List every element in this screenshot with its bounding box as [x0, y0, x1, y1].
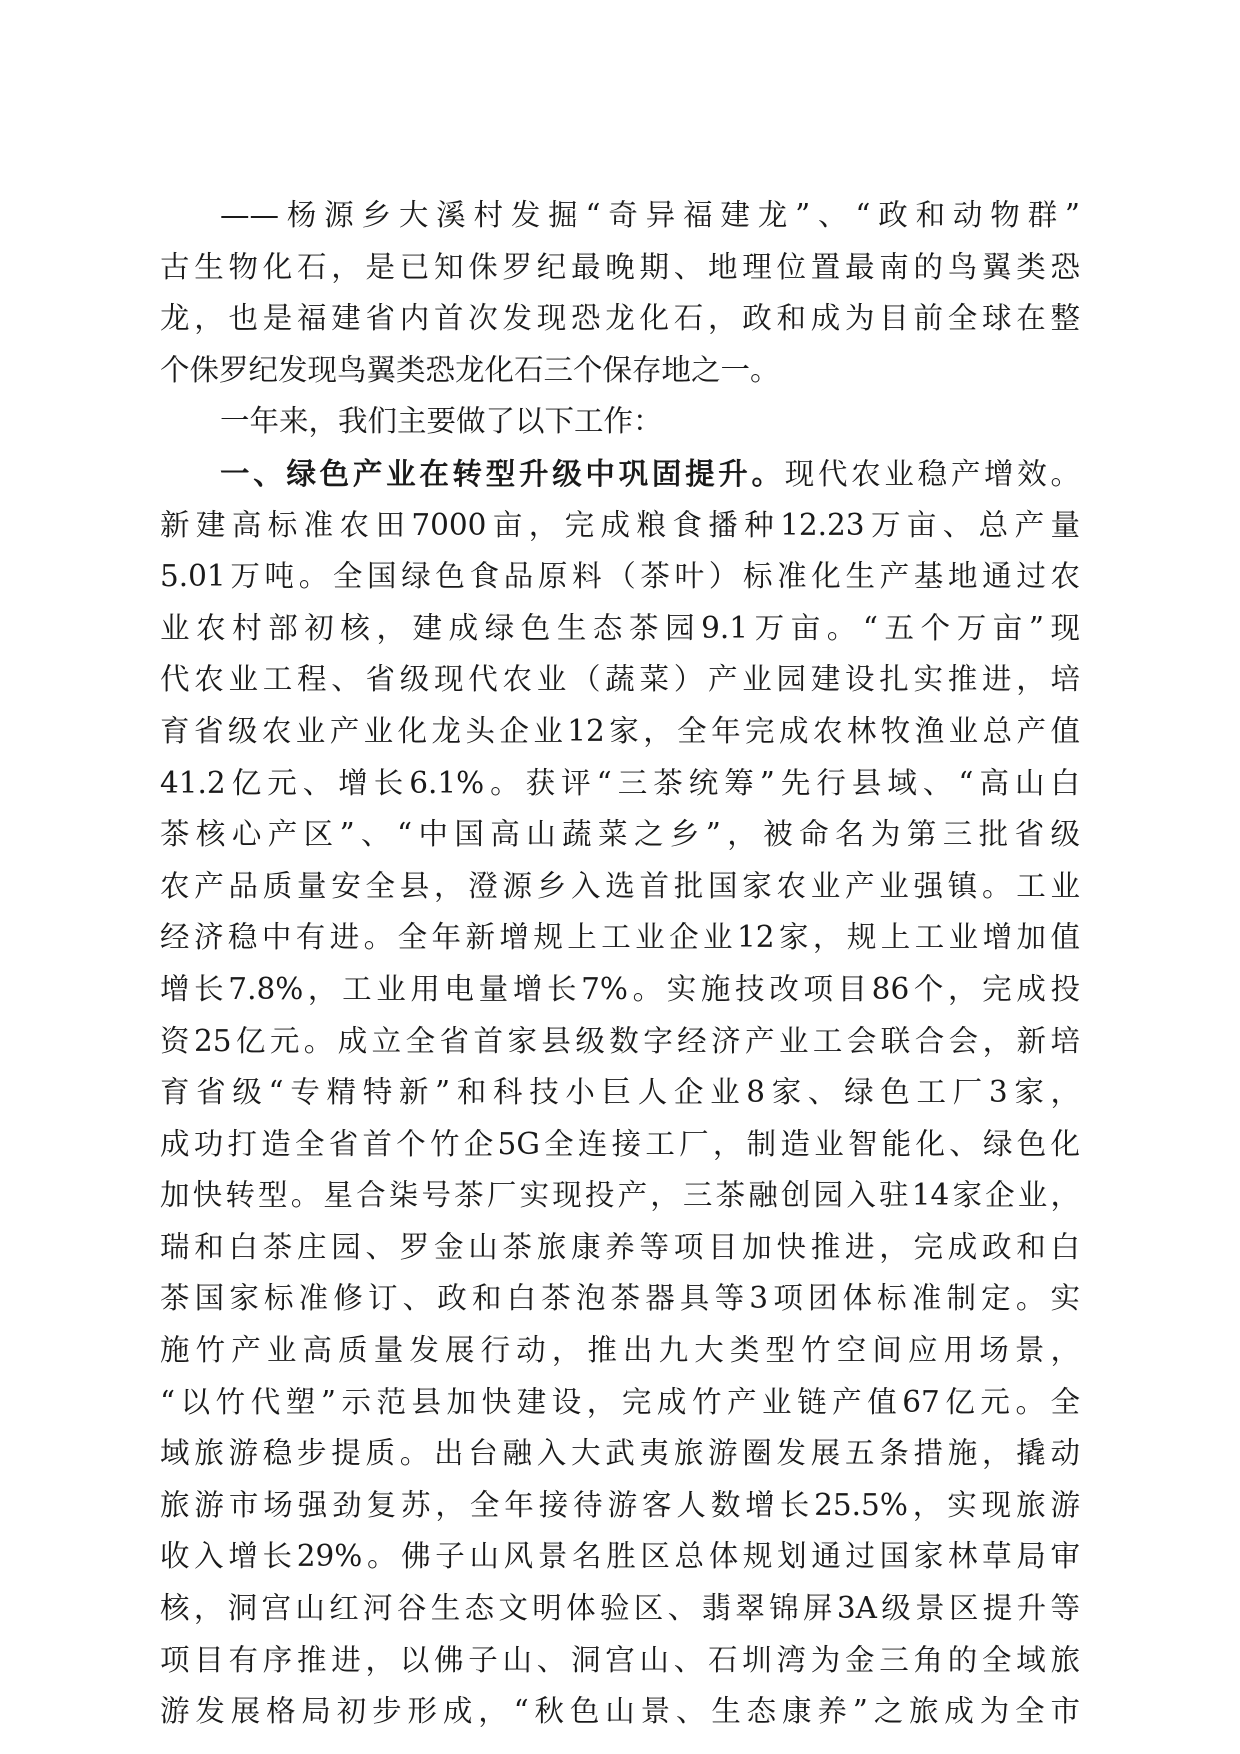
section1-first-line — [160, 448, 1080, 500]
body-line: 业农村部初核，建成绿色生态茶园9.1万亩。“五个万亩”现 — [160, 610, 1080, 645]
body-line: 收入增长29%。佛子山风景名胜区总体规划通过国家林草局审 — [160, 1539, 1080, 1574]
body-line: 瑞和白茶庄园、罗金山茶旅康养等项目加快推进，完成政和白 — [160, 1229, 1080, 1264]
body-line: 育省级农业产业化龙头企业12家，全年完成农林牧渔业总产值 — [160, 713, 1080, 748]
body-line: 5.01万吨。全国绿色食品原料（茶叶）标准化生产基地通过农 — [160, 559, 1080, 594]
intro-line-4: 个侏罗纪发现鸟翼类恐龙化石三个保存地之一。 — [160, 352, 780, 387]
body-line: 农产品质量安全县，澄源乡入选首批国家农业产业强镇。工业 — [160, 868, 1080, 903]
intro-line-2: 古生物化石，是已知侏罗纪最晚期、地理位置最南的鸟翼类恐 — [160, 249, 1080, 284]
body-line: 41.2亿元、增长6.1%。获评“三茶统筹”先行县域、“高山白 — [160, 765, 1080, 800]
body-line: 核，洞宫山红河谷生态文明体验区、翡翠锦屏3A级景区提升等 — [160, 1591, 1080, 1626]
body-line: 游发展格局初步形成，“秋色山景、生态康养”之旅成为全市 — [160, 1694, 1080, 1729]
body-line: 新建高标准农田7000亩，完成粮食播种12.23万亩、总产量 — [160, 507, 1080, 542]
body-line: 增长7.8%，工业用电量增长7%。实施技改项目86个，完成投 — [160, 971, 1080, 1006]
body-line: 育省级“专精特新”和科技小巨人企业8家、绿色工厂3家， — [160, 1075, 1080, 1110]
body-line: 茶国家标准修订、政和白茶泡茶器具等3项团体标准制定。实 — [160, 1281, 1080, 1316]
body-line: 茶核心产区”、“中国高山蔬菜之乡”，被命名为第三批省级 — [160, 817, 1080, 852]
body-line: 域旅游稳步提质。出台融入大武夷旅游圈发展五条措施，撬动 — [160, 1436, 1080, 1471]
summary-line: 一年来，我们主要做了以下工作： — [220, 404, 663, 439]
body-line: 项目有序推进，以佛子山、洞宫山、石圳湾为金三角的全域旅 — [160, 1642, 1080, 1677]
section1-first-rest: 现代农业稳产增效。 — [784, 456, 1080, 491]
intro-line-3: 龙，也是福建省内首次发现恐龙化石，政和成为目前全球在整 — [160, 301, 1080, 336]
body-line: 旅游市场强劲复苏，全年接待游客人数增长25.5%，实现旅游 — [160, 1487, 1080, 1522]
intro-line-1: ——杨源乡大溪村发掘“奇异福建龙”、“政和动物群” — [220, 198, 1080, 232]
body-line: 代农业工程、省级现代农业（蔬菜）产业园建设扎实推进，培 — [160, 662, 1080, 697]
document-page — [160, 190, 1080, 1738]
body-line: 加快转型。星合柒号茶厂实现投产，三茶融创园入驻14家企业， — [160, 1178, 1080, 1213]
body-line: 施竹产业高质量发展行动，推出九大类型竹空间应用场景， — [160, 1333, 1080, 1368]
section1-heading: 一、绿色产业在转型升级中巩固提升。 — [220, 455, 785, 491]
body-line: “以竹代塑”示范县加快建设，完成竹产业链产值67亿元。全 — [160, 1384, 1080, 1419]
body-line: 成功打造全省首个竹企5G全连接工厂，制造业智能化、绿色化 — [160, 1126, 1080, 1161]
body-line: 资25亿元。成立全省首家县级数字经济产业工会联合会，新培 — [160, 1023, 1080, 1058]
body-line: 经济稳中有进。全年新增规上工业企业12家，规上工业增加值 — [160, 920, 1080, 955]
